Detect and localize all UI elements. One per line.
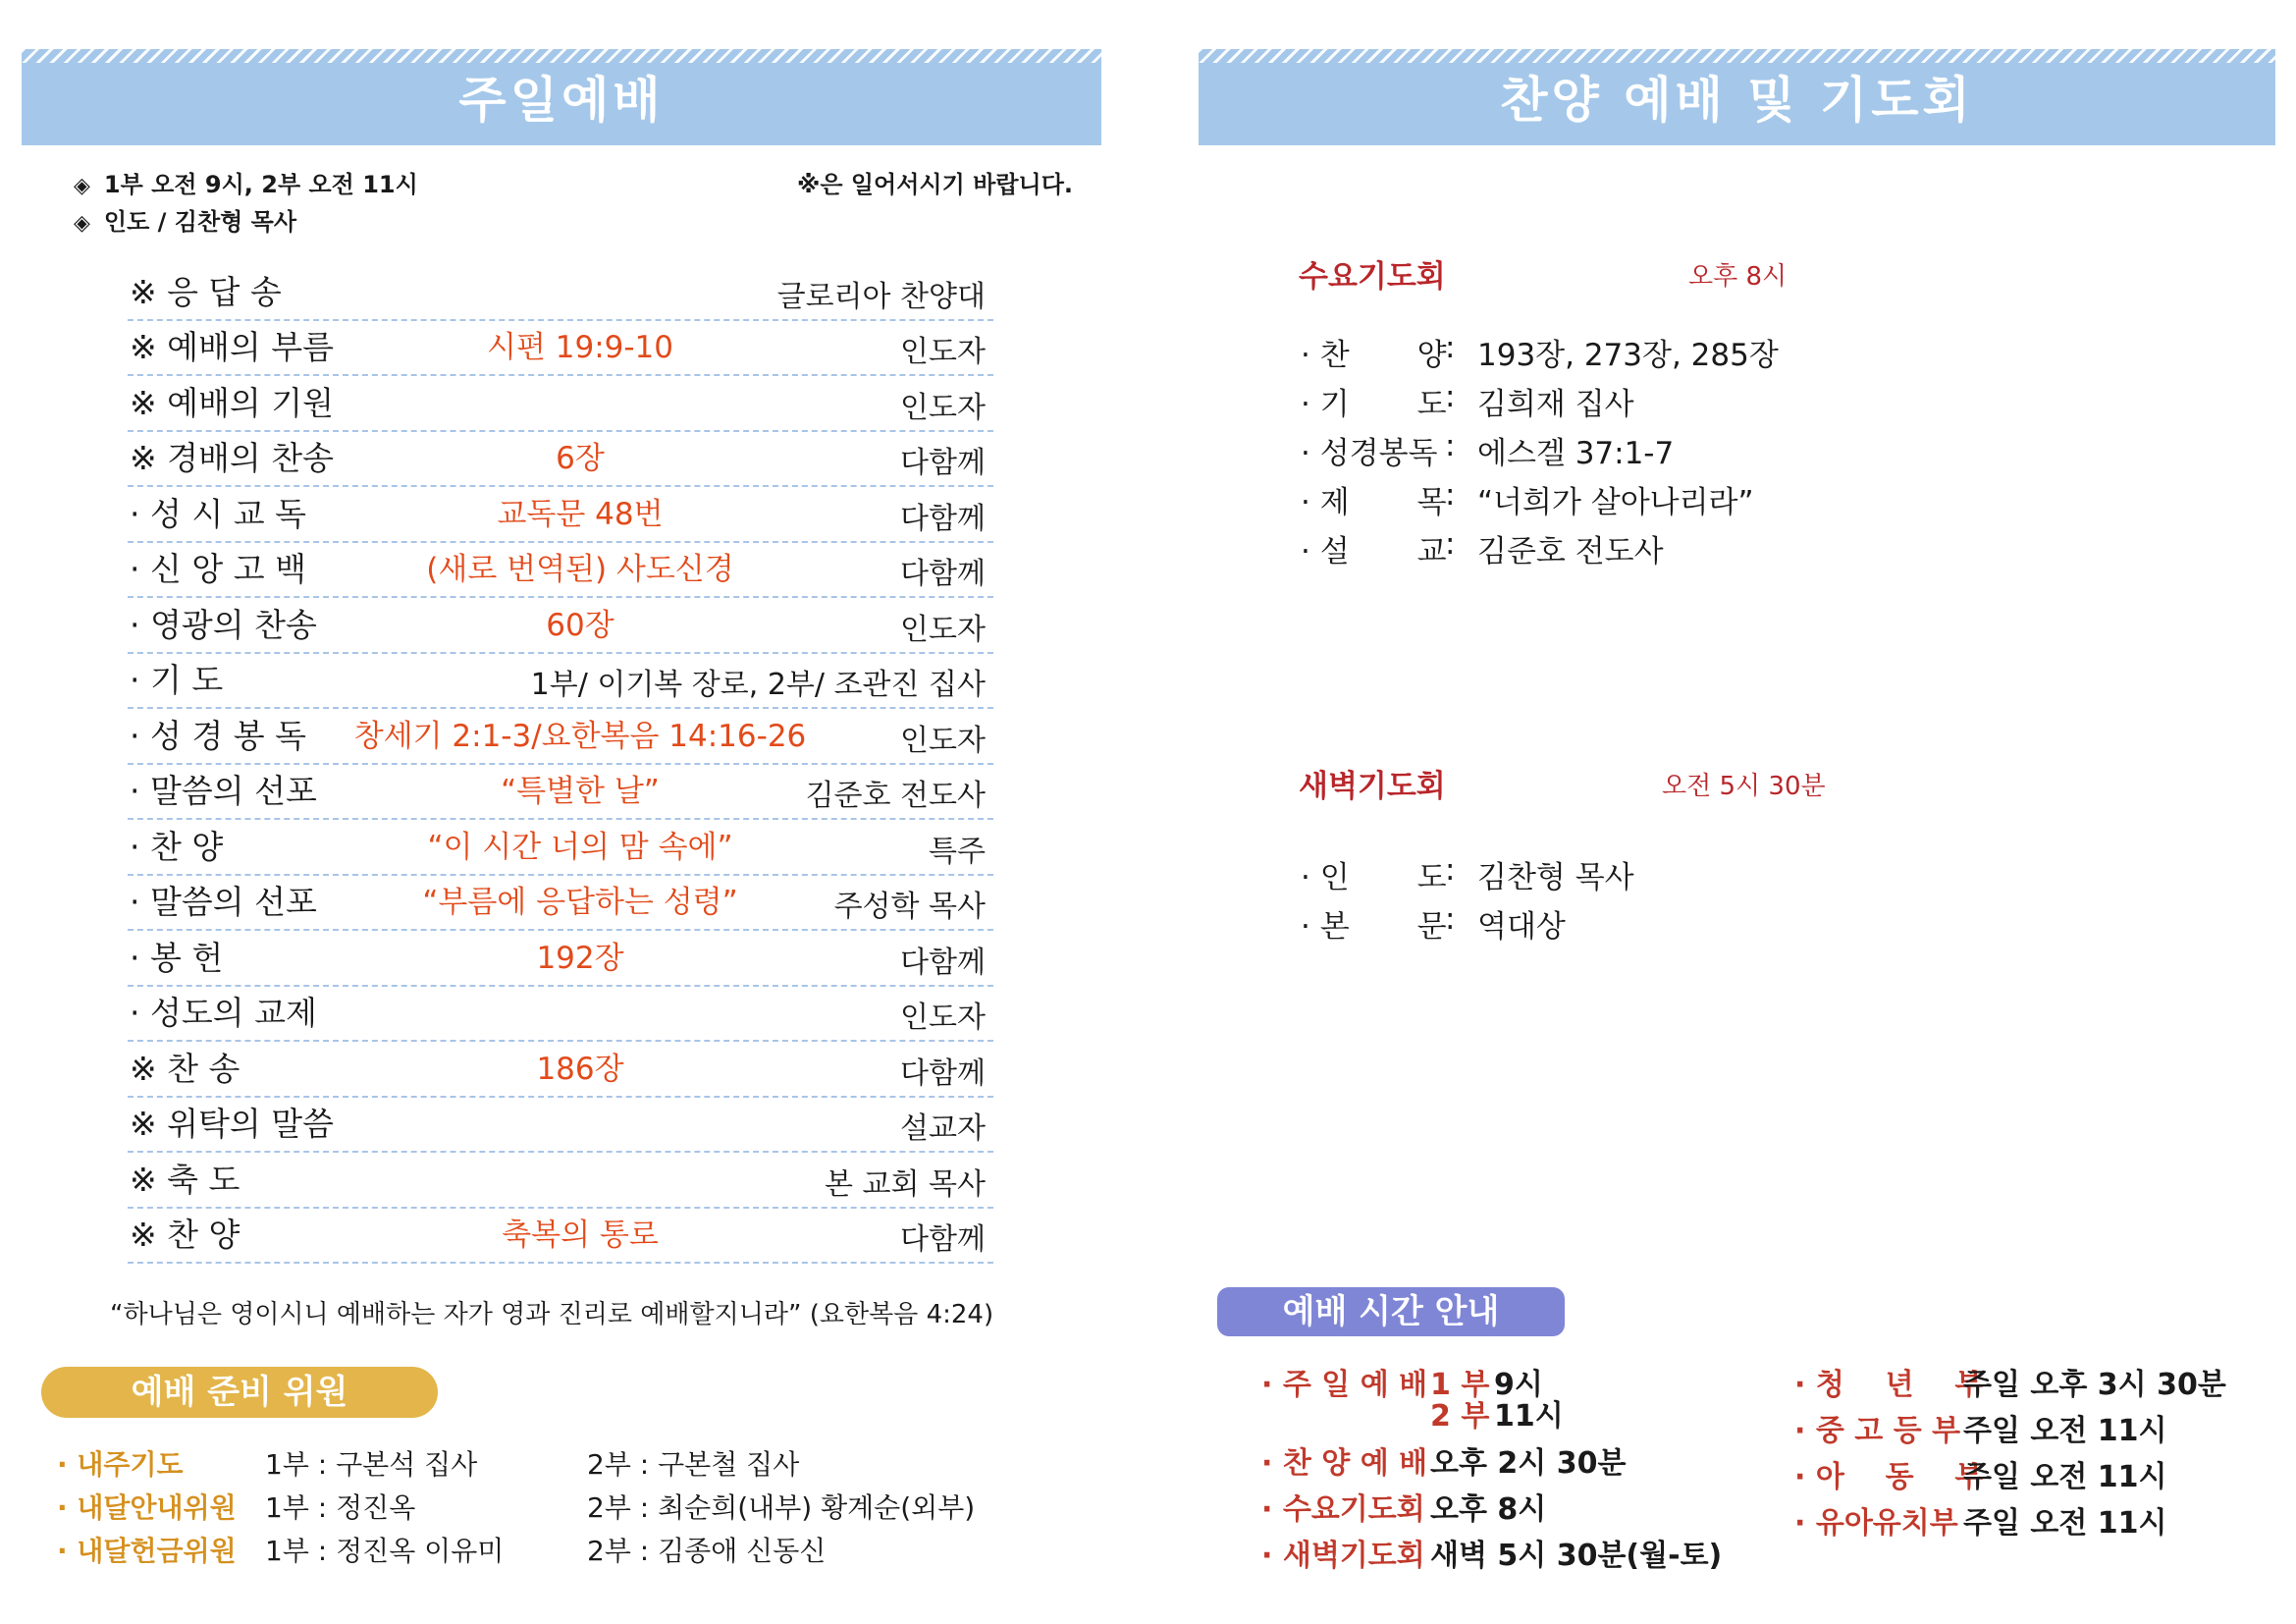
order-item-name: ※ 축 도 <box>130 1160 240 1199</box>
committee-part1: 1부 : 정진옥 <box>265 1491 416 1524</box>
schedule-value: 오후 2시 30분 <box>1430 1446 1627 1481</box>
schedule-label: · 아 동 부 <box>1794 1460 1984 1494</box>
order-item-leader: 주성학 목사 <box>833 890 986 924</box>
prayer-item-key: · 설 교 <box>1301 534 1447 569</box>
order-item-leader: 본 교회 목사 <box>825 1166 986 1202</box>
order-row <box>128 376 993 432</box>
schedule-value: 주일 오전 11시 <box>1963 1414 2167 1448</box>
committee-title-pill: 예배 준비 위원 <box>41 1367 438 1418</box>
worship-order <box>128 265 993 1264</box>
schedule-value: 오후 8시 <box>1430 1492 1547 1527</box>
committee-part2: 2부 : 최순희(내부) 황계순(외부) <box>587 1491 976 1524</box>
order-row <box>128 1209 993 1265</box>
order-item-leader: 인도자 <box>900 1001 986 1035</box>
order-item-detail: 192장 <box>536 940 624 976</box>
schedule-label: · 중 고 등 부 <box>1794 1414 1961 1448</box>
order-item-leader: 다함께 <box>900 945 986 980</box>
committee-label: · 내달헌금위원 <box>57 1535 237 1567</box>
order-item-detail: 60장 <box>546 607 614 643</box>
diamond-icon: ◈ <box>74 174 90 198</box>
order-row <box>128 876 993 932</box>
prayer-item-key: · 기 도 <box>1301 387 1447 422</box>
schedule-label: · 수요기도회 <box>1261 1492 1425 1527</box>
order-item-name: ※ 예배의 부름 <box>130 328 335 366</box>
order-item-leader: 김준호 전도사 <box>805 779 986 813</box>
order-item-detail: 축복의 통로 <box>502 1218 659 1253</box>
order-item-leader: 인도자 <box>900 612 986 647</box>
committee-part1: 1부 : 구본석 집사 <box>265 1448 478 1481</box>
order-item-leader: 다함께 <box>900 446 986 480</box>
committee-label: · 내달안내위원 <box>57 1491 237 1524</box>
info-times: ◈ 1부 오전 9시, 2부 오전 11시 <box>74 171 418 198</box>
order-item-leader: 다함께 <box>900 1222 986 1257</box>
left-title: 주일예배 <box>458 72 665 129</box>
order-item-name: · 성도의 교제 <box>130 994 317 1032</box>
order-item-leader: 설교자 <box>900 1111 986 1146</box>
order-item-leader: 특주 <box>929 834 986 869</box>
order-item-name: ※ 찬 양 <box>130 1216 240 1254</box>
order-item-name: · 말씀의 선포 <box>130 772 317 810</box>
order-item-name: · 말씀의 선포 <box>130 883 317 921</box>
order-row <box>128 265 993 321</box>
order-item-detail: “이 시간 너의 맘 속에” <box>427 829 733 865</box>
order-item-name: · 봉 헌 <box>130 938 224 977</box>
scripture-verse: “하나님은 영이시니 예배하는 자가 영과 진리로 예배할지니라” (요한복음 4:24) <box>110 1300 994 1329</box>
prayer-item-value: 193장, 273장, 285장 <box>1477 338 1779 373</box>
order-item-detail: 교독문 48번 <box>497 496 664 532</box>
order-item-detail: 시편 19:9-10 <box>487 330 673 365</box>
order-item-leader: 1부/ 이기복 장로, 2부/ 조관진 집사 <box>530 668 986 702</box>
prayer-item-value: 김찬형 목사 <box>1477 860 1634 895</box>
order-item-name: · 영광의 찬송 <box>130 605 317 644</box>
order-row <box>128 820 993 876</box>
schedule-value: 새벽 5시 30분(월-토) <box>1430 1539 1723 1573</box>
order-item-detail: 6장 <box>556 441 605 476</box>
order-row <box>128 1153 993 1209</box>
schedule-label: · 새벽기도회 <box>1261 1539 1425 1573</box>
prayer-item-key: · 본 문 <box>1301 909 1447 945</box>
dawn-prayer-time: 오전 5시 30분 <box>1662 772 1826 801</box>
order-item-detail: (새로 번역된) 사도신경 <box>426 552 734 587</box>
order-item-name: · 신 앙 고 백 <box>130 550 306 588</box>
order-item-name: ※ 찬 송 <box>130 1049 240 1088</box>
order-row <box>128 654 993 710</box>
order-row <box>128 321 993 377</box>
prayer-item-colon: : <box>1445 428 1456 463</box>
order-item-name: · 찬 양 <box>130 827 224 866</box>
schedule-value: 11시 <box>1494 1399 1564 1434</box>
prayer-item-value: 김준호 전도사 <box>1477 534 1664 569</box>
prayer-item-colon: : <box>1445 852 1456 888</box>
committee-part1: 1부 : 정진옥 이유미 <box>265 1535 505 1567</box>
order-row <box>128 765 993 821</box>
wed-prayer-time: 오후 8시 <box>1688 262 1788 292</box>
order-row <box>128 987 993 1043</box>
order-item-leader: 인도자 <box>900 335 986 369</box>
schedule-value: 주일 오전 11시 <box>1963 1460 2167 1494</box>
committee-part2: 2부 : 구본철 집사 <box>587 1448 800 1481</box>
order-item-name: · 성 경 봉 독 <box>130 716 306 755</box>
prayer-item-key: · 인 도 <box>1301 860 1447 895</box>
schedule-sub: 1 부 <box>1430 1368 1490 1402</box>
prayer-item-value: “너희가 살아나리라” <box>1477 485 1754 520</box>
prayer-item-value: 에스겔 37:1-7 <box>1477 436 1675 471</box>
order-row <box>128 543 993 599</box>
order-item-name: ※ 위탁의 말씀 <box>130 1105 335 1143</box>
order-item-leader: 인도자 <box>900 390 986 425</box>
dawn-prayer-title: 새벽기도회 <box>1299 769 1446 804</box>
schedule-title-pill: 예배 시간 안내 <box>1217 1287 1565 1336</box>
right-title: 찬양 예배 및 기도회 <box>1500 72 1974 129</box>
diamond-icon: ◈ <box>74 211 90 236</box>
prayer-item-colon: : <box>1445 526 1456 562</box>
order-row <box>128 598 993 654</box>
order-item-detail: 186장 <box>536 1051 624 1087</box>
schedule-label: · 청 년 부 <box>1794 1368 1984 1402</box>
order-row <box>128 487 993 543</box>
committee-label: · 내주기도 <box>57 1448 184 1481</box>
order-row <box>128 1042 993 1098</box>
schedule-value: 주일 오전 11시 <box>1963 1506 2167 1541</box>
wed-prayer-title: 수요기도회 <box>1299 259 1446 295</box>
order-item-name: ※ 경배의 찬송 <box>130 439 335 477</box>
order-item-leader: 다함께 <box>900 501 986 536</box>
order-item-leader: 글로리아 찬양대 <box>776 279 986 314</box>
order-item-detail: “부름에 응답하는 성령” <box>422 885 738 920</box>
prayer-item-colon: : <box>1445 901 1456 937</box>
schedule-value: 9시 <box>1494 1368 1543 1402</box>
left-title-banner <box>22 49 1101 145</box>
order-item-name: · 기 도 <box>130 661 224 699</box>
order-item-name: · 성 시 교 독 <box>130 494 306 533</box>
prayer-item-key: · 찬 양 <box>1301 338 1447 373</box>
banner-stripe <box>22 49 1101 63</box>
order-item-name: ※ 예배의 기원 <box>130 383 335 422</box>
order-row <box>128 1098 993 1154</box>
order-row <box>128 432 993 488</box>
order-item-detail: 창세기 2:1-3/요한복음 14:16-26 <box>353 718 807 754</box>
prayer-item-value: 김희재 집사 <box>1477 387 1634 422</box>
prayer-item-key: · 제 목 <box>1301 485 1447 520</box>
schedule-value: 주일 오후 3시 30분 <box>1963 1368 2226 1402</box>
order-item-name: ※ 응 답 송 <box>130 272 282 311</box>
prayer-item-colon: : <box>1445 379 1456 414</box>
prayer-item-colon: : <box>1445 330 1456 365</box>
order-item-leader: 다함께 <box>900 557 986 591</box>
order-item-leader: 인도자 <box>900 723 986 758</box>
prayer-item-key: · 성경봉독 <box>1301 436 1438 471</box>
right-title-banner <box>1199 49 2275 145</box>
schedule-label: · 찬 양 예 배 <box>1261 1446 1428 1481</box>
order-row <box>128 709 993 765</box>
schedule-label: · 주 일 예 배 <box>1261 1368 1428 1402</box>
prayer-item-value: 역대상 <box>1477 909 1566 945</box>
prayer-item-colon: : <box>1445 477 1456 513</box>
banner-stripe <box>1199 49 2275 63</box>
schedule-sub: 2 부 <box>1430 1399 1490 1434</box>
schedule-label: · 유아유치부 <box>1794 1506 1958 1541</box>
order-row <box>128 931 993 987</box>
info-leader: ◈ 인도 / 김찬형 목사 <box>74 208 297 236</box>
order-item-detail: “특별한 날” <box>501 774 660 809</box>
info-note: ※은 일어서시기 바랍니다. <box>797 171 1073 198</box>
committee-part2: 2부 : 김종애 신동신 <box>587 1535 827 1567</box>
order-item-leader: 다함께 <box>900 1056 986 1091</box>
